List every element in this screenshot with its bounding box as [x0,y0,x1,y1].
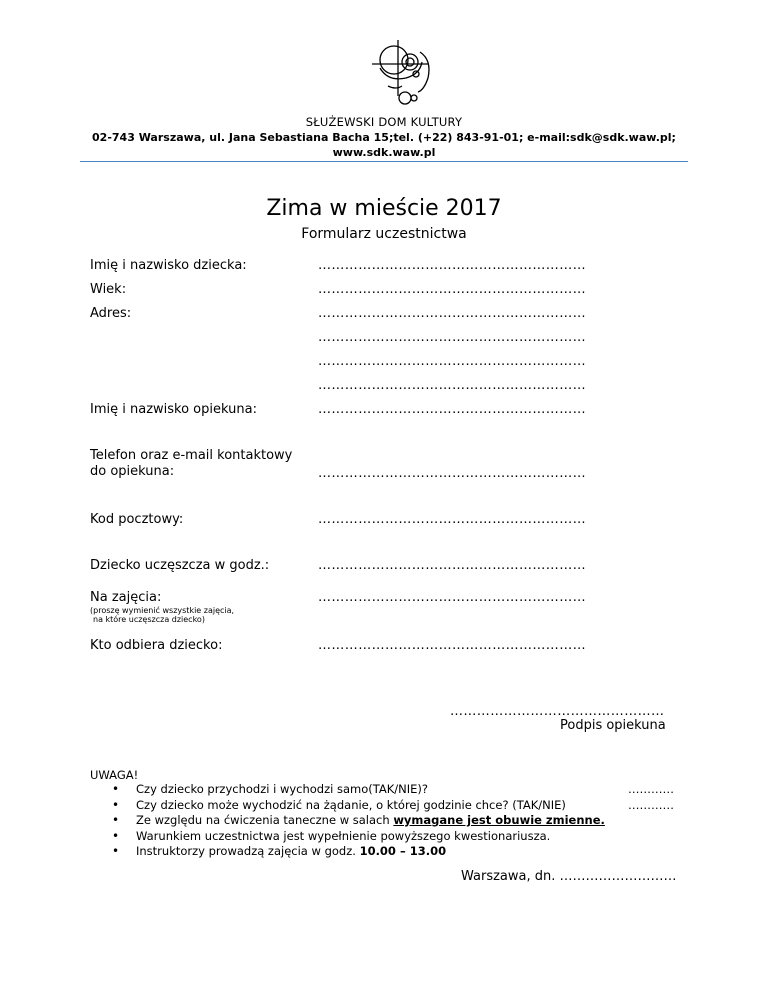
list-item [90,844,690,860]
contact-field[interactable]: …………………………………………………… [318,466,586,481]
contact-label-line: do opiekuna: [90,464,175,479]
list-item [90,782,690,798]
hours-field[interactable]: …………………………………………………… [318,558,586,573]
address-field-line[interactable]: …………………………………………………… [318,378,586,393]
place-date-field[interactable]: Warszawa, dn. ……………………… [461,869,677,884]
pickup-label: Kto odbiera dziecko: [90,638,223,653]
child-name-field[interactable]: …………………………………………………… [318,258,586,273]
address-line: 02-743 Warszawa, ul. Jana Sebastiana Bacha 15;tel. (+22) 843-91-01; e-mail:sdk@sdk.waw.pl; [92,131,676,144]
postal-code-label: Kod pocztowy: [90,512,184,527]
notes-heading: UWAGA! [90,768,139,782]
classes-note-line: na które uczęszcza dziecko) [93,615,205,624]
postal-code-field[interactable]: …………………………………………………… [318,512,586,527]
note-text: Ze względu na ćwiczenia taneczne w salach [136,813,390,827]
list-item [90,829,690,845]
sdk-logo-icon [358,38,440,110]
contact-label-line: Telefon oraz e-mail kontaktowy [90,448,293,463]
organization-address [80,130,688,160]
address-field-line[interactable]: …………………………………………………… [318,330,586,345]
note-text: Instruktorzy prowadzą zajęcia w godz. [136,844,356,858]
note-text: Czy dziecko może wychodzić na żądanie, o której godzinie chce? (TAK/NIE) [136,797,566,812]
signature-field[interactable]: ………………………………………… [450,704,665,719]
website-link[interactable]: www.sdk.waw.pl [332,146,436,159]
contact-label [90,448,292,480]
note-text: Czy dziecko przychodzi i wychodzi samo(TAK/NIE)? [136,782,429,796]
organization-name: SŁUŻEWSKI DOM KULTURY [305,115,463,129]
classes-note-line: (proszę wymienić wszystkie zajęcia, [90,606,235,615]
header-divider [80,161,688,162]
pickup-field[interactable]: …………………………………………………… [318,638,586,653]
signature-label: Podpis opiekuna [560,718,666,733]
page-title: Zima w mieście 2017 [266,196,502,221]
age-label: Wiek: [90,282,127,297]
classes-field[interactable]: …………………………………………………… [318,590,586,605]
note-hours: 10.00 – 13.00 [359,844,447,858]
answer-field[interactable]: ………… [628,797,674,812]
child-name-label: Imię i nazwisko dziecka: [90,258,247,273]
address-field-line[interactable]: …………………………………………………… [318,306,586,321]
list-item [90,798,690,814]
list-item [90,813,690,829]
guardian-name-label: Imię i nazwisko opiekuna: [90,402,257,417]
page-subtitle: Formularz uczestnictwa [301,226,467,242]
note-text: Warunkiem uczestnictwa jest wypełnienie powyższego kwestionariusza. [136,828,551,843]
address-label: Adres: [90,306,132,321]
note-emphasis: wymagane jest obuwie zmienne. [393,813,605,827]
age-field[interactable]: …………………………………………………… [318,282,586,297]
classes-label: Na zajęcia: [90,590,162,605]
guardian-name-field[interactable]: …………………………………………………… [318,402,586,417]
classes-note [90,606,234,624]
address-field-line[interactable]: …………………………………………………… [318,354,586,369]
answer-field[interactable]: ………… [628,782,674,796]
notes-list [90,782,690,860]
hours-label: Dziecko uczęszcza w godz.: [90,558,270,573]
